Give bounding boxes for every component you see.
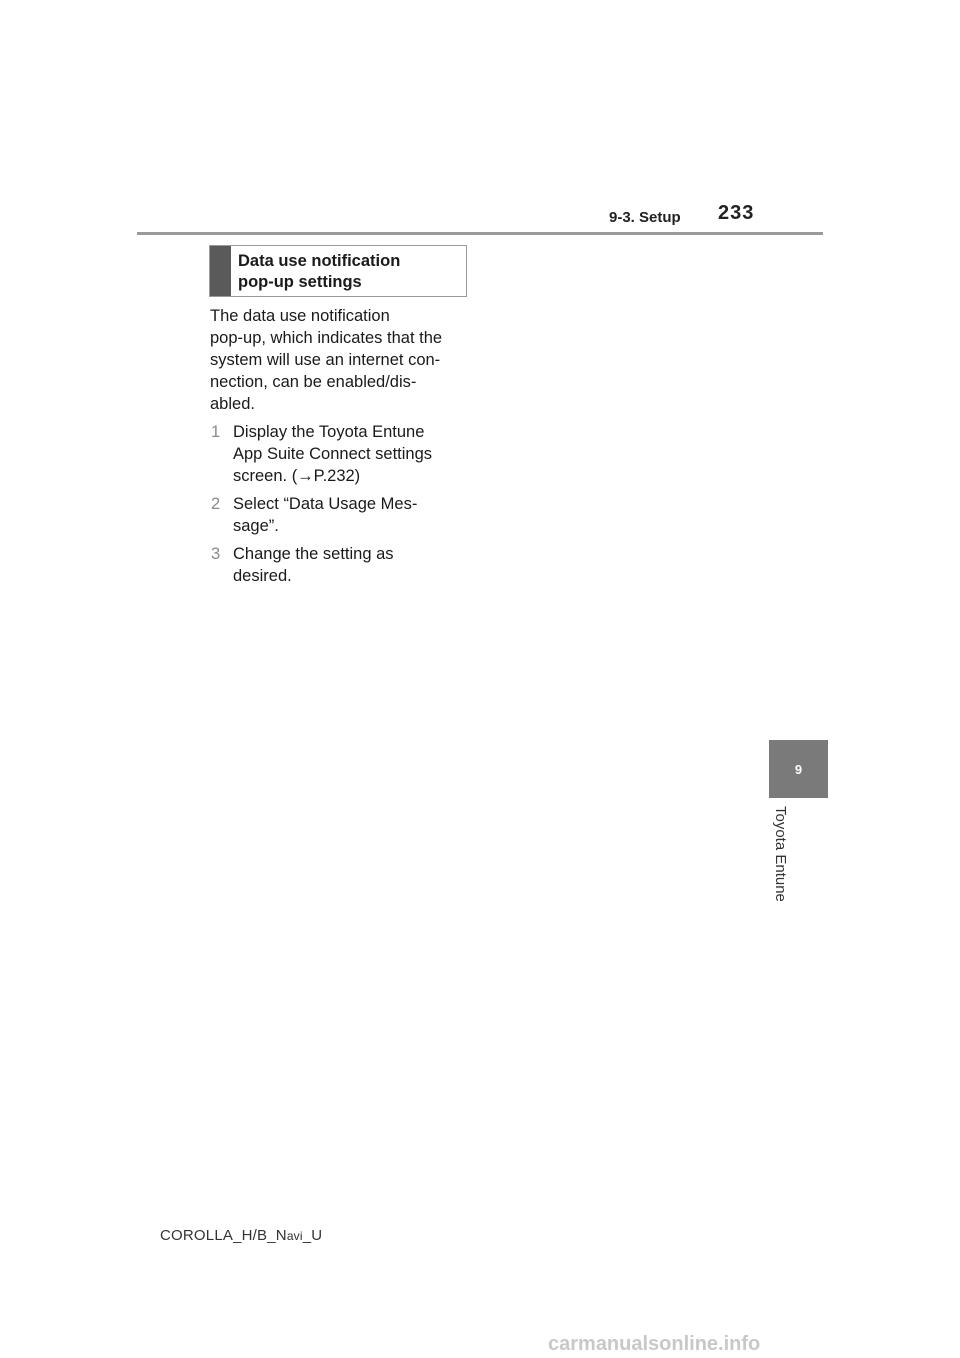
section-heading-box (209, 245, 467, 297)
page-number: 233 (718, 202, 755, 224)
intro-line: pop-up, which indicates that the (210, 329, 443, 347)
step-line: App Suite Connect settings (233, 445, 433, 463)
step-number: 3 (211, 545, 221, 563)
section-heading-line: Data use notification (238, 252, 401, 270)
footer-doc-small: avi (286, 1229, 303, 1243)
chapter-tab-number: 9 (794, 761, 803, 777)
step-item (210, 543, 470, 587)
running-header-section: 9-3. Setup (609, 209, 681, 226)
step-line: Display the Toyota Entune (233, 423, 425, 441)
step-line: sage”. (233, 517, 279, 535)
section-heading-line: pop-up settings (238, 273, 362, 291)
step-line: screen. (→P.232) (233, 467, 361, 485)
chapter-tab (769, 740, 828, 798)
step-item (210, 493, 470, 537)
intro-line: The data use notification (210, 307, 390, 325)
body-text (210, 305, 470, 587)
footer-doc-code (160, 1227, 322, 1244)
step-number: 1 (211, 423, 221, 441)
section-heading-title (238, 251, 460, 293)
step-item (210, 421, 470, 487)
step-line: desired. (233, 567, 292, 585)
step-list (210, 421, 470, 587)
footer-doc-end: _U (302, 1227, 323, 1244)
chapter-tab-label: Toyota Entune (772, 806, 789, 902)
section-heading-bar (210, 246, 231, 296)
intro-line: system will use an internet con- (210, 351, 441, 369)
intro-line: abled. (210, 395, 255, 413)
step-line: Change the setting as (233, 545, 394, 563)
intro-line: nection, can be enabled/dis- (210, 373, 417, 391)
intro-paragraph (210, 305, 470, 415)
header-rule (137, 232, 823, 235)
footer-doc-main: COROLLA_H/B_N (160, 1227, 287, 1244)
step-number: 2 (211, 495, 221, 513)
step-line: Select “Data Usage Mes- (233, 495, 418, 513)
watermark: carmanualsonline.info (548, 1333, 761, 1355)
